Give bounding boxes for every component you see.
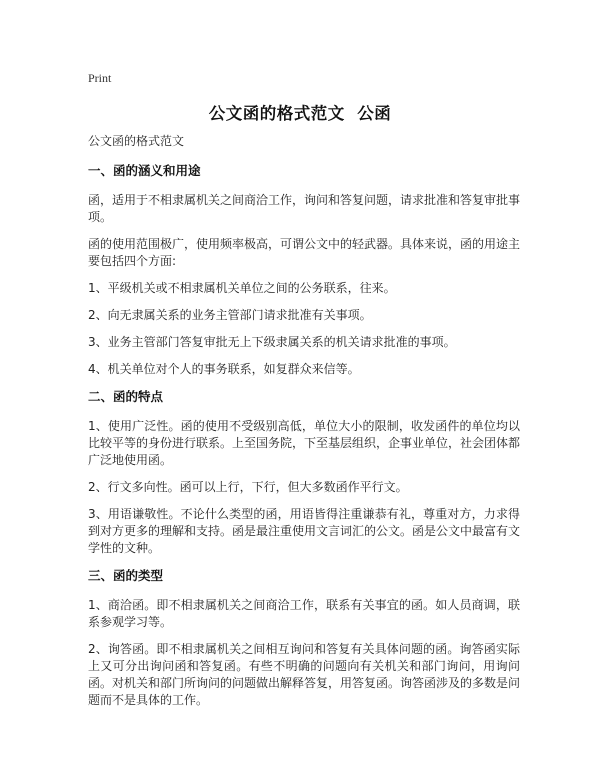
paragraph: 函，适用于不相隶属机关之间商洽工作，询问和答复问题，请求批准和答复审批事项。 bbox=[88, 193, 521, 224]
section-heading-2: 二、函的特点 bbox=[88, 389, 164, 404]
print-link[interactable]: Print bbox=[88, 71, 112, 85]
section-heading-1: 一、函的涵义和用途 bbox=[88, 163, 201, 178]
section-heading-3: 三、函的类型 bbox=[88, 568, 164, 583]
paragraph: 4、机关单位对个人的事务联系，如复群众来信等。 bbox=[88, 362, 360, 376]
paragraph: 1、使用广泛性。函的使用不受级别高低，单位大小的限制，收发函件的单位均以比较平等的身份进行联系。上至国务院，下至基层组织，企事业单位，社会团体都广泛地使用函。 bbox=[88, 419, 521, 467]
document-title: 公文函的格式范文 公函 bbox=[208, 104, 392, 123]
paragraph: 2、询答函。即不相隶属机关之间相互询问和答复有关具体问题的函。询答函实际上又可分出询问函和答复函。有些不明确的问题向有关机关和部门询问，用询问函。对机关和部门所询问的问题做出解释答复，用答复函。询答函涉及的多数是问题而不是具体的工作。 bbox=[88, 642, 521, 707]
paragraph: 1、商洽函。即不相隶属机关之间商洽工作，联系有关事宜的函。如人员商调，联系参观学习等。 bbox=[88, 598, 520, 629]
paragraph: 2、向无隶属关系的业务主管部门请求批准有关事项。 bbox=[88, 308, 372, 322]
paragraph: 2、行文多向性。函可以上行，下行，但大多数函作平行文。 bbox=[88, 480, 408, 494]
paragraph: 1、平级机关或不相隶属机关单位之间的公务联系，往来。 bbox=[88, 281, 396, 295]
document-body bbox=[88, 132, 520, 719]
document-subtitle: 公文函的格式范文 bbox=[88, 134, 185, 148]
paragraph: 3、业务主管部门答复审批无上下级隶属关系的机关请求批准的事项。 bbox=[88, 335, 456, 349]
paragraph: 函的使用范围极广，使用频率极高，可谓公文中的轻武器。具体来说，函的用途主要包括四个方面: bbox=[88, 237, 521, 268]
paragraph: 3、用语谦敬性。不论什么类型的函，用语皆得注重谦恭有礼，尊重对方，力求得到对方更多的理解和支持。函是最注重使用文言词汇的公文。函是公文中最富有文学性的文种。 bbox=[88, 507, 521, 555]
